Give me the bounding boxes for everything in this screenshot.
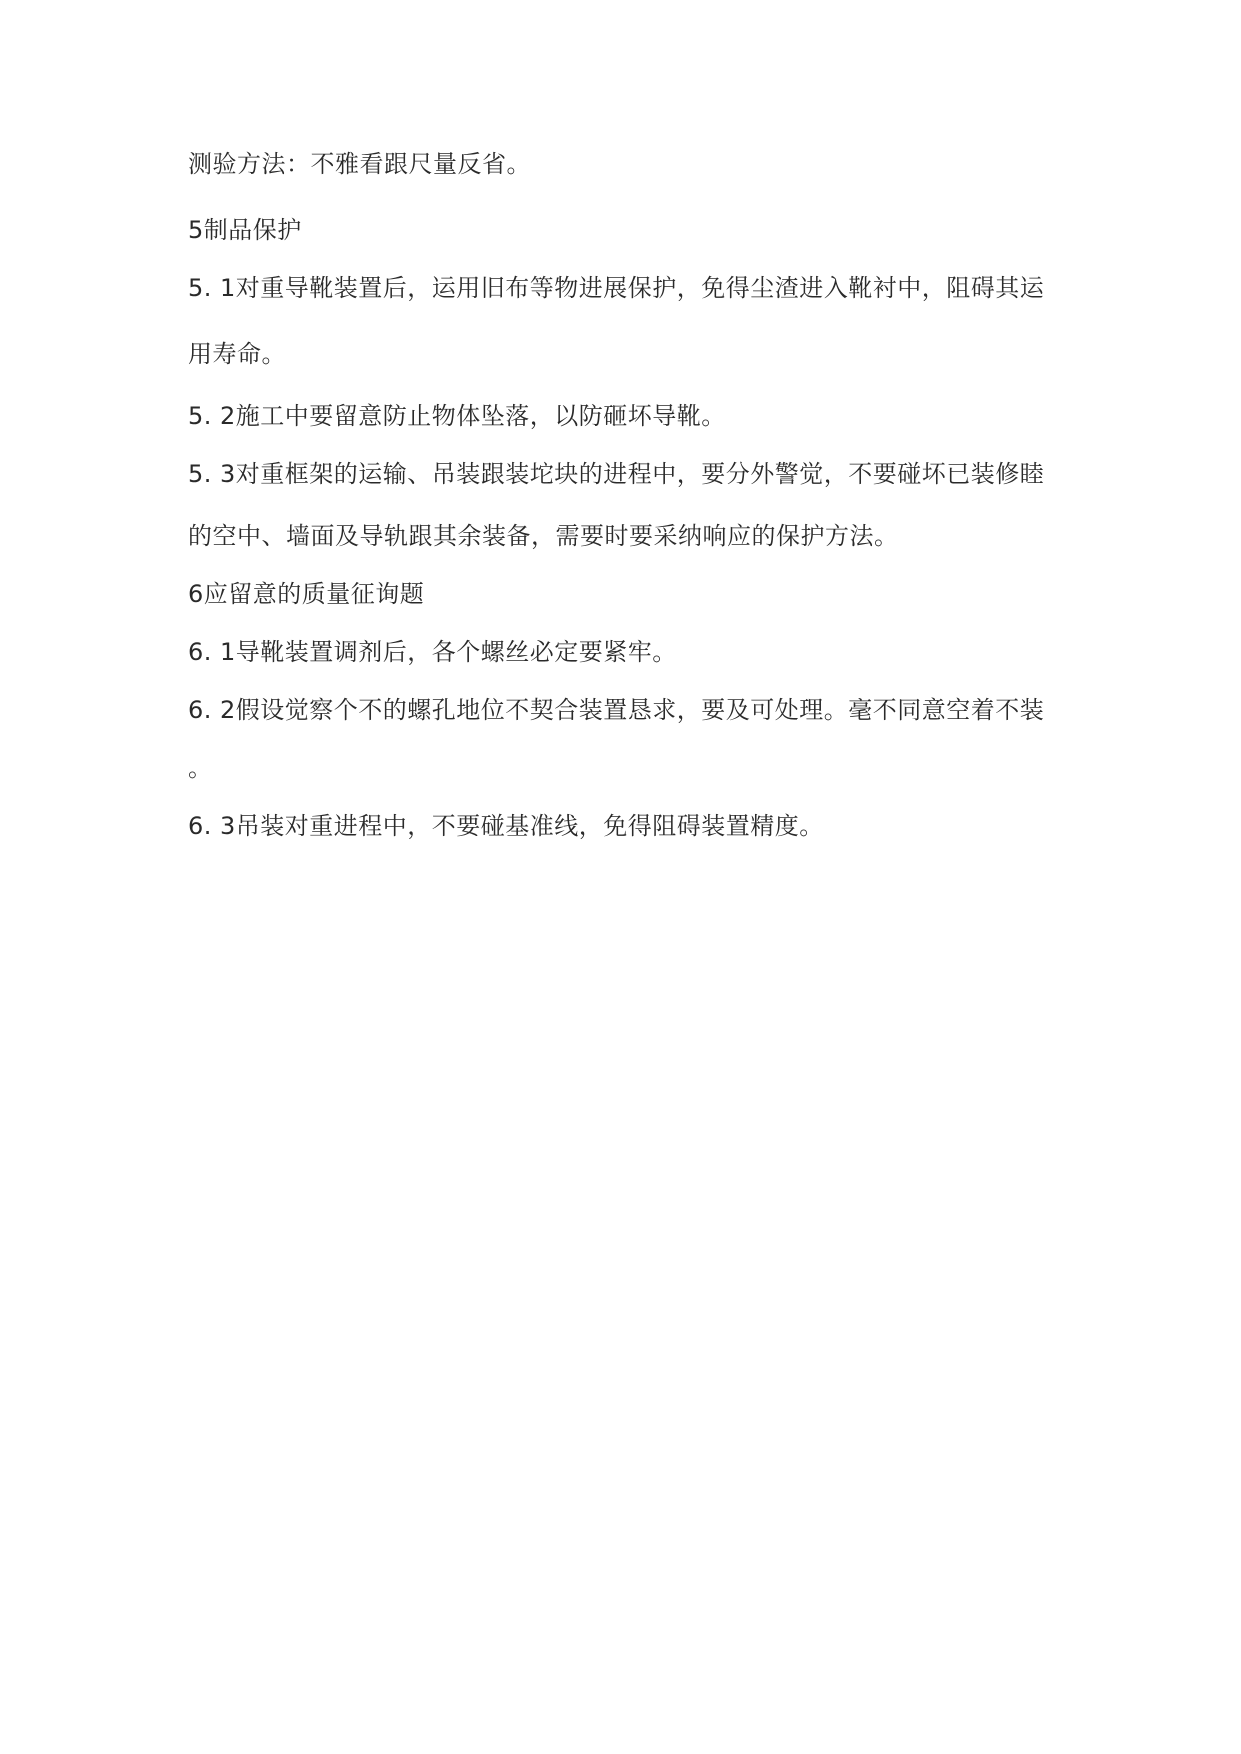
paragraph-6-1: 6. 1导靴装置调剂后，各个螺丝必定要紧牢。 [188,638,677,666]
section-heading-6: 6应留意的质量征询题 [188,580,425,608]
paragraph-5-1-line-1: 5. 1对重导靴装置后，运用旧布等物进展保护，免得尘渣进入靴衬中，阻碍其运 [188,274,1045,302]
section-heading-5: 5制品保护 [188,216,302,244]
paragraph-5-1-line-2: 用寿命。 [188,340,286,368]
text-line-inspection-method: 测验方法：不雅看跟尺量反省。 [188,150,531,178]
paragraph-6-2-line-2: 。 [188,754,213,782]
paragraph-6-2-line-1: 6. 2假设觉察个不的螺孔地位不契合装置恳求，要及可处理。毫不同意空着不装 [188,696,1045,724]
paragraph-5-2: 5. 2施工中要留意防止物体坠落，以防砸坏导靴。 [188,402,726,430]
paragraph-5-3-line-1: 5. 3对重框架的运输、吊装跟装坨块的进程中，要分外警觉，不要碰坏已装修睦 [188,460,1045,488]
paragraph-6-3: 6. 3吊装对重进程中，不要碰基准线，免得阻碍装置精度。 [188,812,824,840]
paragraph-5-3-line-2: 的空中、墙面及导轨跟其余装备，需要时要采纳响应的保护方法。 [188,522,899,550]
